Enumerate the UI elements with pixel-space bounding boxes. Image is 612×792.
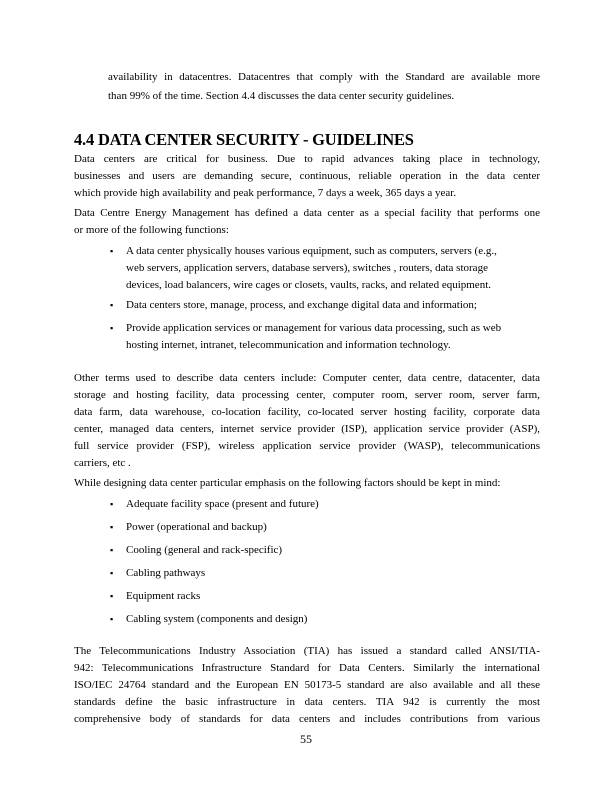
bullet-icon: ▪ [110, 300, 114, 310]
list-item: Power (operational and backup) [126, 521, 267, 533]
bullet-icon: ▪ [110, 499, 114, 509]
paragraph-line: ISO/IEC 24764 standard and the European EN 50173-5 standard are also available and all these [74, 679, 540, 691]
paragraph-line: full service provider (FSP), wireless application service provider (WASP), telecommunications [74, 440, 540, 452]
bullet-icon: ▪ [110, 522, 114, 532]
paragraph-line: The Telecommunications Industry Association (TIA) has issued a standard called ANSI/TIA- [74, 645, 540, 657]
paragraph-line: Data Centre Energy Management has defined a data center as a special facility that performs one [74, 207, 540, 219]
list-item-line: web servers, application servers, database servers), switches , routers, data storage [126, 262, 488, 274]
bullet-icon: ▪ [110, 568, 114, 578]
list-item: Cooling (general and rack-specific) [126, 544, 283, 556]
paragraph-line: standards define the basic infrastructure in data centers. TIA 942 is currently the most [74, 696, 540, 708]
paragraph-line: comprehensive body of standards for data centers and includes contributions from various [74, 713, 540, 725]
paragraph-line: center, managed data centers, internet service provider (ISP), application service provider (ASP), [74, 423, 540, 435]
list-item-line: Provide application services or management for various data processing, such as web [126, 322, 502, 334]
paragraph-line: which provide high availability and peak performance, 7 days a week, 365 days a year. [74, 187, 457, 199]
list-item: Equipment racks [126, 590, 201, 602]
bullet-icon: ▪ [110, 323, 114, 333]
list-item-line: Data centers store, manage, process, and exchange digital data and information; [126, 299, 477, 311]
paragraph-line: 942: Telecommunications Infrastructure Standard for Data Centers. Similarly the international [74, 662, 540, 674]
list-item: Cabling pathways [126, 567, 206, 579]
bullet-icon: ▪ [110, 246, 114, 256]
paragraph-line: storage and hosting facility, data processing center, computer room, server room, server farm, [74, 389, 540, 401]
paragraph-line: While designing data center particular emphasis on the following factors should be kept in mind: [74, 477, 501, 489]
list-item: Adequate facility space (present and future) [126, 498, 319, 510]
paragraph-line: or more of the following functions: [74, 224, 229, 236]
paragraph-line: businesses and users are demanding secure, continuous, reliable operation in the data center [74, 170, 540, 182]
intro-line: availability in datacentres. Datacentres that comply with the Standard are available more [108, 71, 540, 83]
bullet-icon: ▪ [110, 545, 114, 555]
bullet-icon: ▪ [110, 614, 114, 624]
list-item: Cabling system (components and design) [126, 613, 308, 625]
section-heading: 4.4 DATA CENTER SECURITY - GUIDELINES [74, 130, 414, 149]
bullet-icon: ▪ [110, 591, 114, 601]
paragraph-line: Other terms used to describe data centers include: Computer center, data centre, datacenter, data [74, 372, 540, 384]
list-item-line: hosting internet, intranet, telecommunication and information technology. [126, 339, 451, 351]
list-item-line: devices, load balancers, wire cages or closets, vaults, racks, and related equipment. [126, 279, 491, 291]
page-number: 55 [300, 732, 312, 746]
paragraph-line: carriers, etc . [74, 457, 131, 469]
intro-line: than 99% of the time. Section 4.4 discusses the data center security guidelines. [108, 90, 455, 102]
paragraph-line: Data centers are critical for business. Due to rapid advances taking place in technology, [74, 153, 540, 165]
list-item-line: A data center physically houses various equipment, such as computers, servers (e.g., [126, 245, 497, 257]
paragraph-line: data farm, data warehouse, co-location facility, co-located server hosting facility, corporate data [74, 406, 540, 418]
